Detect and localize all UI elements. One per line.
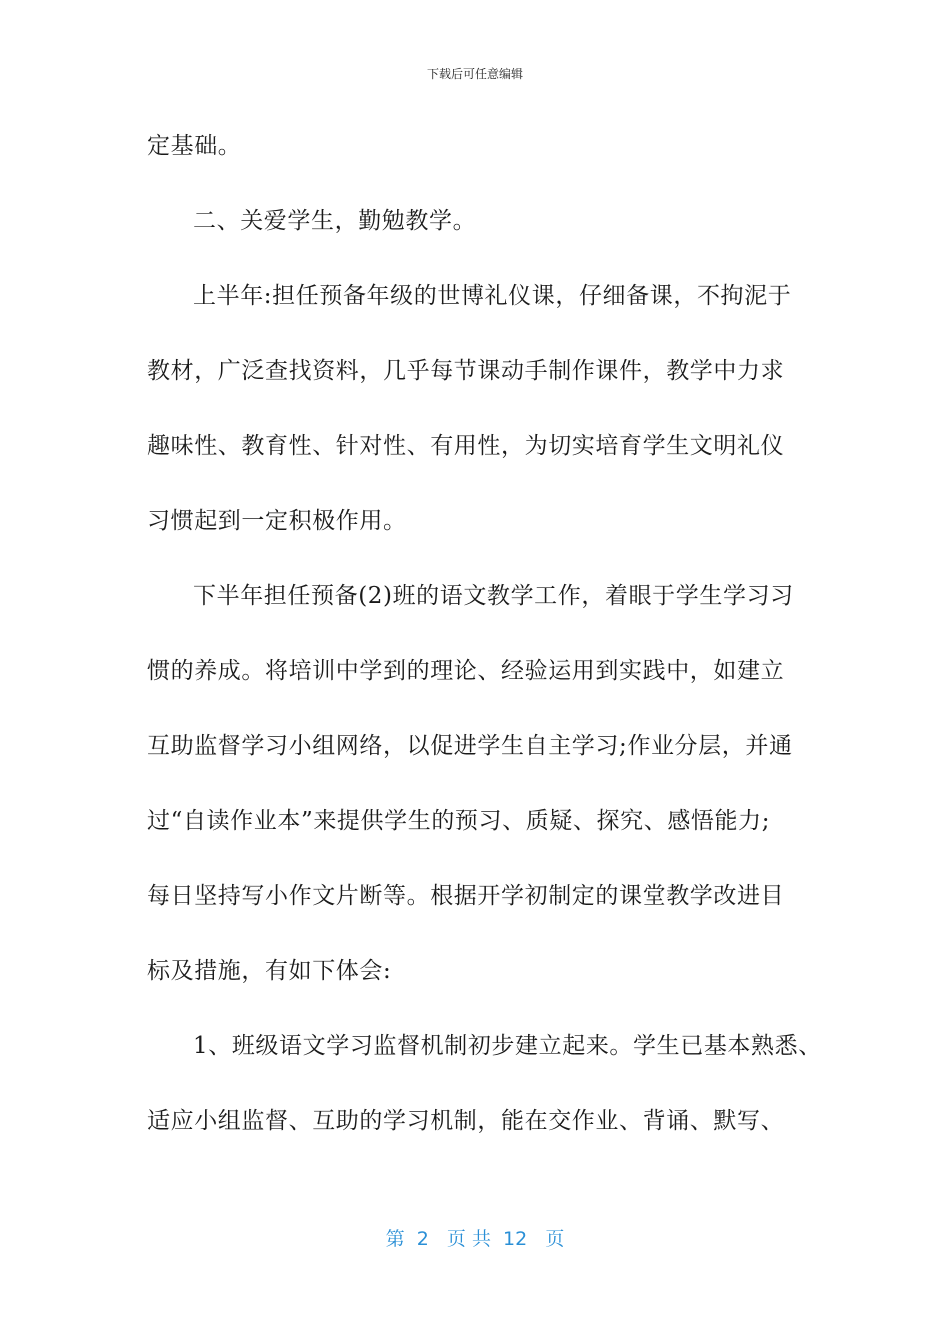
body-line: 标及措施，有如下体会: bbox=[147, 958, 392, 984]
body-line: 过“自读作业本”来提供学生的预习、质疑、探究、感悟能力; bbox=[147, 808, 771, 834]
body-line: 1、班级语文学习监督机制初步建立起来。学生已基本熟悉、 bbox=[193, 1033, 822, 1059]
body-line: 趣味性、教育性、针对性、有用性，为切实培育学生文明礼仪 bbox=[147, 433, 785, 459]
body-line: 下半年担任预备(2)班的语文教学工作，着眼于学生学习习 bbox=[193, 583, 794, 609]
body-line: 惯的养成。将培训中学到的理论、经验运用到实践中，如建立 bbox=[147, 658, 785, 684]
body-line: 上半年:担任预备年级的世博礼仪课，仔细备课，不拘泥于 bbox=[193, 283, 792, 309]
body-line: 教材，广泛查找资料，几乎每节课动手制作课件，教学中力求 bbox=[147, 358, 785, 384]
body-line: 习惯起到一定积极作用。 bbox=[147, 508, 407, 534]
body-line: 适应小组监督、互助的学习机制，能在交作业、背诵、默写、 bbox=[147, 1108, 785, 1134]
body-line: 每日坚持写小作文片断等。根据开学初制定的课堂教学改进目 bbox=[147, 883, 785, 909]
section-heading: 二、关爱学生，勤勉教学。 bbox=[193, 208, 477, 234]
body-line: 定基础。 bbox=[147, 133, 242, 159]
page-header: 下载后可任意编辑 bbox=[426, 67, 523, 81]
body-line: 互助监督学习小组网络，以促进学生自主学习;作业分层，并通 bbox=[147, 733, 793, 759]
page-number-footer: 第 2 页 共 12 页 bbox=[385, 1228, 565, 1250]
